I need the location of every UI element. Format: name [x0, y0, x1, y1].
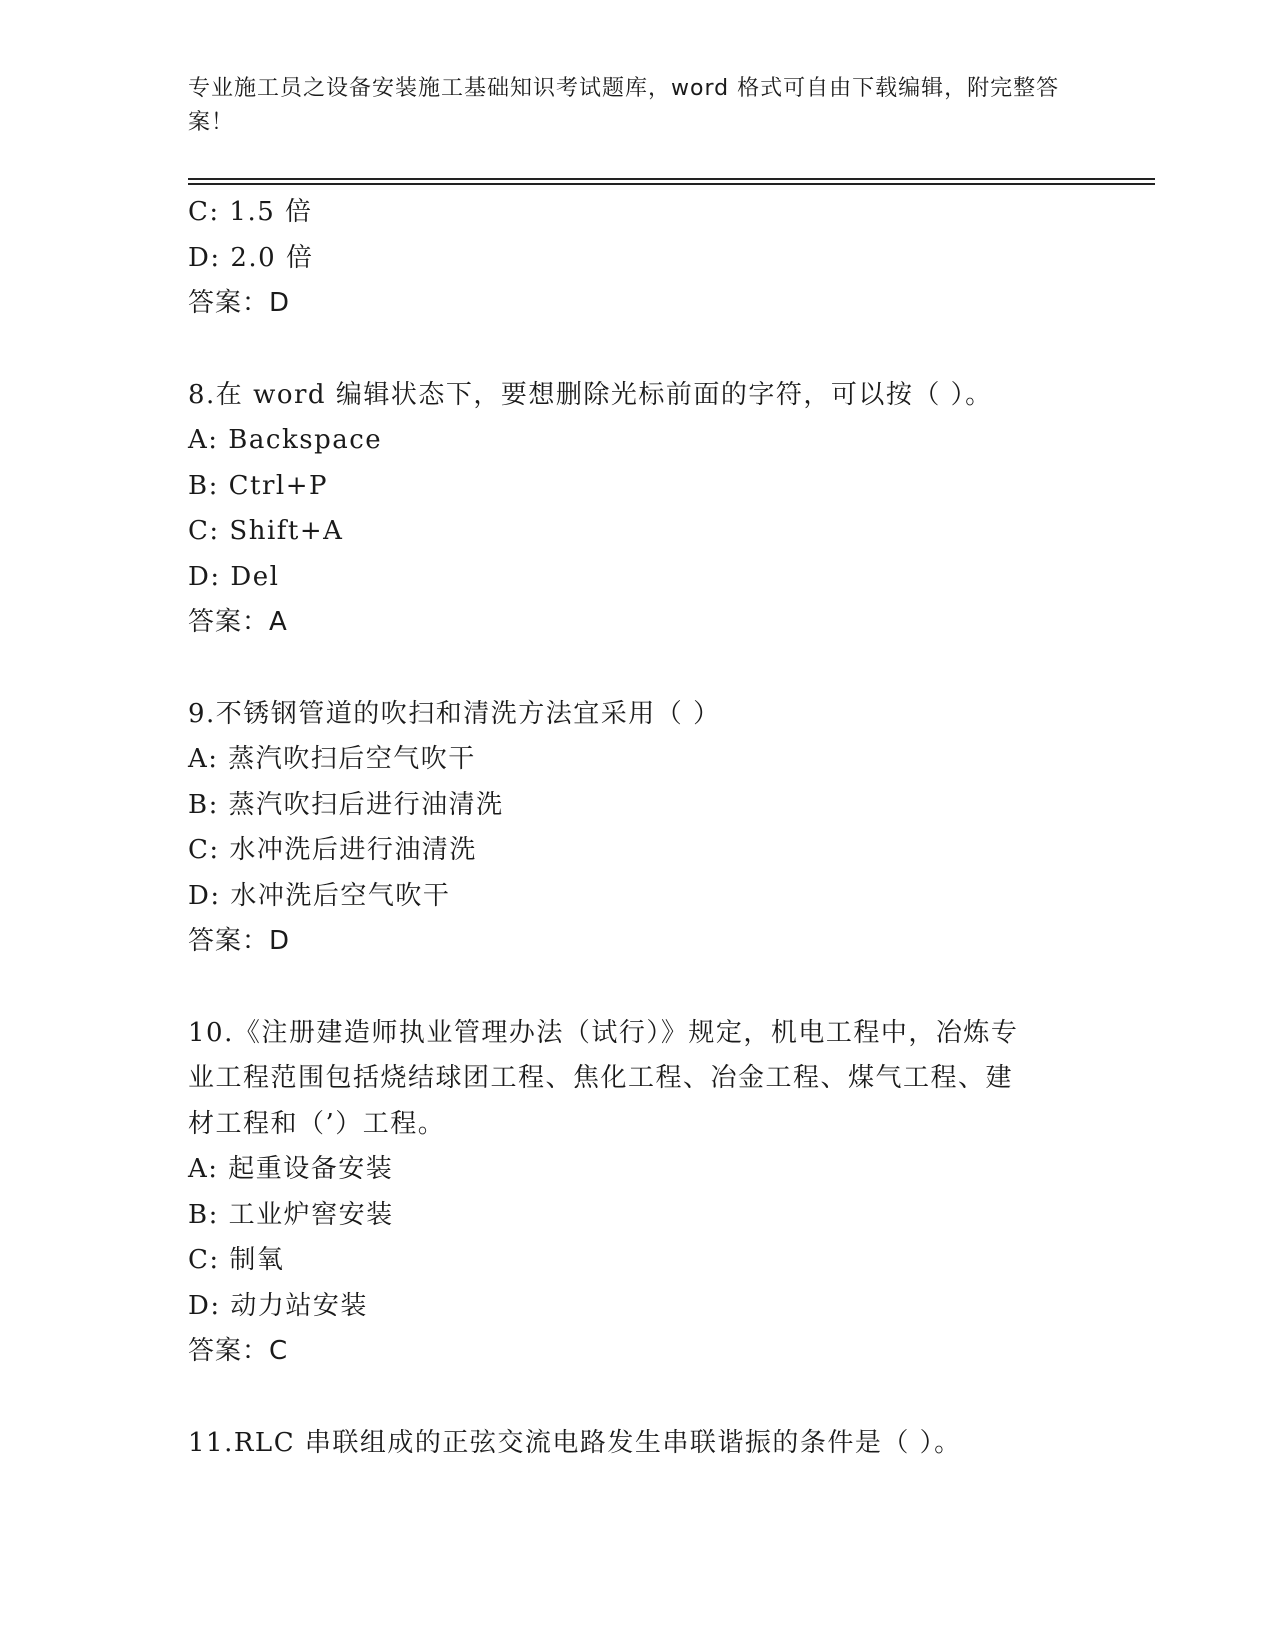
q8-option-a: A: Backspace — [188, 425, 383, 455]
spacer — [188, 965, 1088, 1011]
q8-answer: 答案：A — [188, 607, 288, 637]
q7-option-c: C: 1.5 倍 — [188, 197, 313, 227]
q9-option-b: B: 蒸汽吹扫后进行油清洗 — [188, 789, 504, 820]
q10-question-line-2: 业工程范围包括烧结球团工程、焦化工程、冶金工程、煤气工程、建 — [188, 1063, 1014, 1093]
header-rule-bottom — [188, 183, 1155, 185]
q8-question: 8.在 word 编辑状态下，要想删除光标前面的字符，可以按（ ）。 — [188, 379, 993, 410]
q10-option-a: A: 起重设备安装 — [188, 1154, 394, 1184]
spacer — [188, 646, 1088, 692]
q10-option-d: D: 动力站安装 — [188, 1290, 368, 1321]
spacer — [188, 327, 1088, 373]
q9-question: 9.不锈钢管道的吹扫和清洗方法宜采用（ ） — [188, 698, 721, 729]
q7-option-d: D: 2.0 倍 — [188, 242, 314, 273]
q8-option-b: B: Ctrl+P — [188, 470, 328, 501]
q10-option-b: B: 工业炉窖安装 — [188, 1199, 394, 1230]
question-list — [188, 190, 1088, 1466]
q10-question-line-3: 材工程和（’）工程。 — [188, 1108, 446, 1139]
q9-answer: 答案：D — [188, 926, 291, 956]
q8-option-d: D: Del — [188, 561, 280, 592]
q9-option-a: A: 蒸汽吹扫后空气吹干 — [188, 744, 476, 774]
q10-question-line-1: 10.《注册建造师执业管理办法（试行）》规定，机电工程中，冶炼专 — [188, 1017, 1019, 1048]
q9-option-d: D: 水冲洗后空气吹干 — [188, 880, 451, 911]
spacer — [188, 1375, 1088, 1421]
document-header: 专业施工员之设备安装施工基础知识考试题库，word 格式可自由下载编辑，附完整答案！ — [188, 76, 1060, 135]
q9-option-c: C: 水冲洗后进行油清洗 — [188, 835, 477, 865]
q7-answer: 答案：D — [188, 288, 291, 318]
q10-option-c: C: 制氧 — [188, 1245, 285, 1275]
header-rule-top — [188, 178, 1155, 180]
q11-question: 11.RLC 串联组成的正弦交流电路发生串联谐振的条件是（ ）。 — [188, 1427, 962, 1458]
q8-option-c: C: Shift+A — [188, 516, 344, 546]
q10-answer: 答案：C — [188, 1336, 289, 1366]
